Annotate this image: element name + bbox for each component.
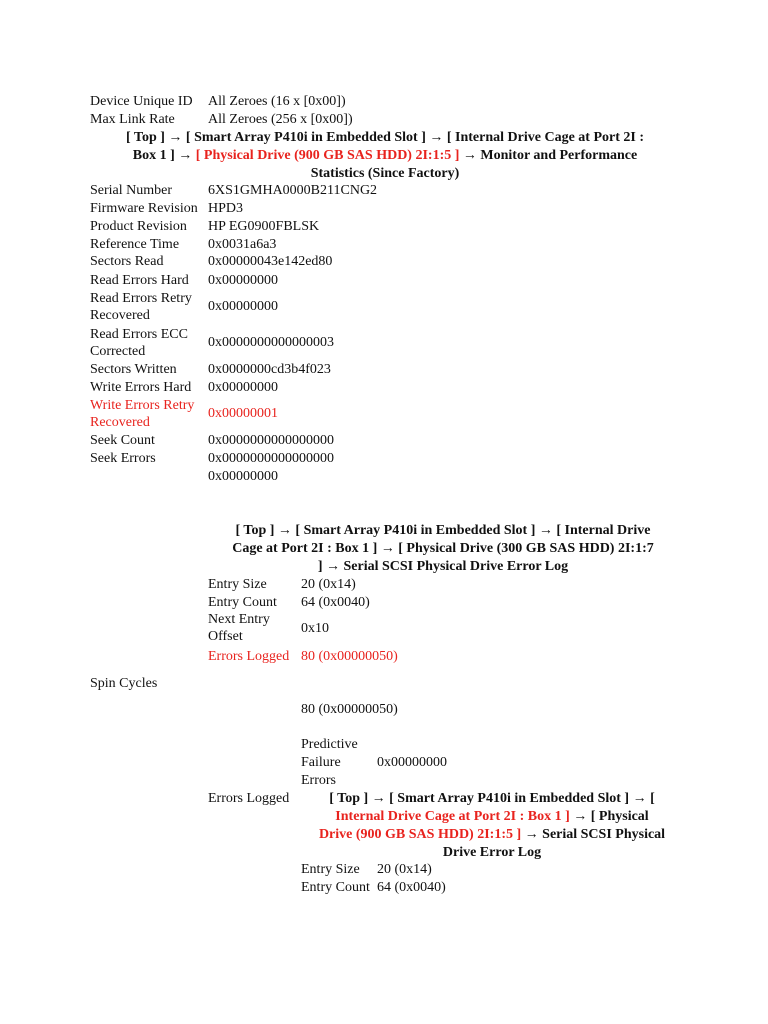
entry-count-label: Entry Count [208,595,277,610]
breadcrumb-line: Cage at Port 2I : Box 1 ] → [ Physical Drive (300 GB SAS HDD) 2I:1:7 [232,541,654,556]
label-line: Offset [208,629,243,644]
breadcrumb-highlight: Drive (900 GB SAS HDD) 2I:1:5 ] [318,827,522,842]
device-unique-id-label: Device Unique ID [90,94,193,109]
breadcrumb-line: [ Top ] → [ Smart Array P410i in Embedded Slot ] → [ Internal Drive Cage at Port 2I : [126,130,644,145]
entry-size-label: Entry Size [208,577,267,592]
predictive-failure-value: 0x00000000 [377,755,447,770]
seek-count-label: Seek Count [90,433,155,448]
entry-count-value-2: 64 (0x0040) [377,880,446,895]
spin-cycles-value: 80 (0x00000050) [301,702,398,717]
breadcrumb-highlight: [ Physical Drive (900 GB SAS HDD) 2I:1:5 ] [195,148,460,163]
breadcrumb-text: → Serial SCSI Physical [521,827,666,842]
label-line: Read Errors Retry [90,291,192,306]
breadcrumb-line [300,826,684,844]
next-entry-offset-value: 0x10 [301,621,329,636]
write-errors-hard-value: 0x00000000 [208,380,278,395]
label-line: Next Entry [208,612,270,627]
breadcrumb-text: Box 1 ] → [132,148,196,163]
breadcrumb-highlight: Internal Drive Cage at Port 2I : Box 1 ] [335,809,570,824]
breadcrumb-error-log-900gb [300,790,684,862]
label-line: Recovered [90,415,150,430]
breadcrumb-text: → Monitor and Performance [459,148,638,163]
write-errors-retry-value: 0x00000001 [208,406,278,421]
label-line: Corrected [90,344,146,359]
serial-number-label: Serial Number [90,183,173,198]
max-link-rate-label: Max Link Rate [90,112,175,127]
entry-count-value: 64 (0x0040) [301,595,370,610]
label-line: Errors [301,773,336,788]
spin-cycles-label: Spin Cycles [90,676,158,691]
breadcrumb-line: Drive Error Log [442,845,542,860]
entry-size-label-2: Entry Size [301,862,360,877]
seek-count-value: 0x0000000000000000 [208,433,334,448]
errors-logged-label-2: Errors Logged [208,791,290,806]
max-link-rate-value: All Zeroes (256 x [0x00]) [208,112,353,127]
label-line: Recovered [90,308,150,323]
extra-value: 0x00000000 [208,469,278,484]
entry-count-label-2: Entry Count [301,880,370,895]
breadcrumb-error-log-300gb [206,522,680,576]
label-line: Write Errors Retry [90,398,195,413]
read-errors-hard-value: 0x00000000 [208,273,278,288]
entry-size-value-2: 20 (0x14) [377,862,432,877]
device-unique-id-value: All Zeroes (16 x [0x00]) [208,94,346,109]
breadcrumb-line: [ Top ] → [ Smart Array P410i in Embedded Slot ] → [ [329,791,655,806]
breadcrumb-line [300,808,684,826]
label-line: Failure [301,755,341,770]
firmware-revision-value: HPD3 [208,201,244,216]
read-errors-retry-value: 0x00000000 [208,299,278,314]
write-errors-retry-label [90,397,208,431]
read-errors-ecc-value: 0x0000000000000003 [208,335,334,350]
sectors-written-value: 0x0000000cd3b4f023 [208,362,331,377]
read-errors-ecc-label [90,326,208,360]
breadcrumb-monitor-stats [90,129,680,183]
errors-logged-label: Errors Logged [208,649,290,664]
entry-size-value: 20 (0x14) [301,577,356,592]
breadcrumb-line: ] → Serial SCSI Physical Drive Error Log [317,559,569,574]
read-errors-retry-label [90,290,208,324]
label-line: Read Errors ECC [90,327,188,342]
breadcrumb-line [90,147,680,165]
serial-number-value: 6XS1GMHA0000B211CNG2 [208,183,378,198]
sectors-read-value: 0x00000043e142ed80 [208,254,333,269]
firmware-revision-label: Firmware Revision [90,201,198,216]
read-errors-hard-label: Read Errors Hard [90,273,189,288]
breadcrumb-line: Statistics (Since Factory) [310,166,460,181]
reference-time-label: Reference Time [90,237,180,252]
breadcrumb-text: → [ Physical [569,809,649,824]
label-line: Predictive [301,737,358,752]
seek-errors-value: 0x0000000000000000 [208,451,334,466]
breadcrumb-line: [ Top ] → [ Smart Array P410i in Embedded Slot ] → [ Internal Drive [235,523,651,538]
write-errors-hard-label: Write Errors Hard [90,380,192,395]
next-entry-offset-label [208,611,270,645]
product-revision-label: Product Revision [90,219,187,234]
seek-errors-label: Seek Errors [90,451,156,466]
sectors-written-label: Sectors Written [90,362,177,377]
errors-logged-value: 80 (0x00000050) [301,649,398,664]
sectors-read-label: Sectors Read [90,254,164,269]
predictive-failure-label [301,736,358,790]
reference-time-value: 0x0031a6a3 [208,237,277,252]
product-revision-value: HP EG0900FBLSK [208,219,320,234]
